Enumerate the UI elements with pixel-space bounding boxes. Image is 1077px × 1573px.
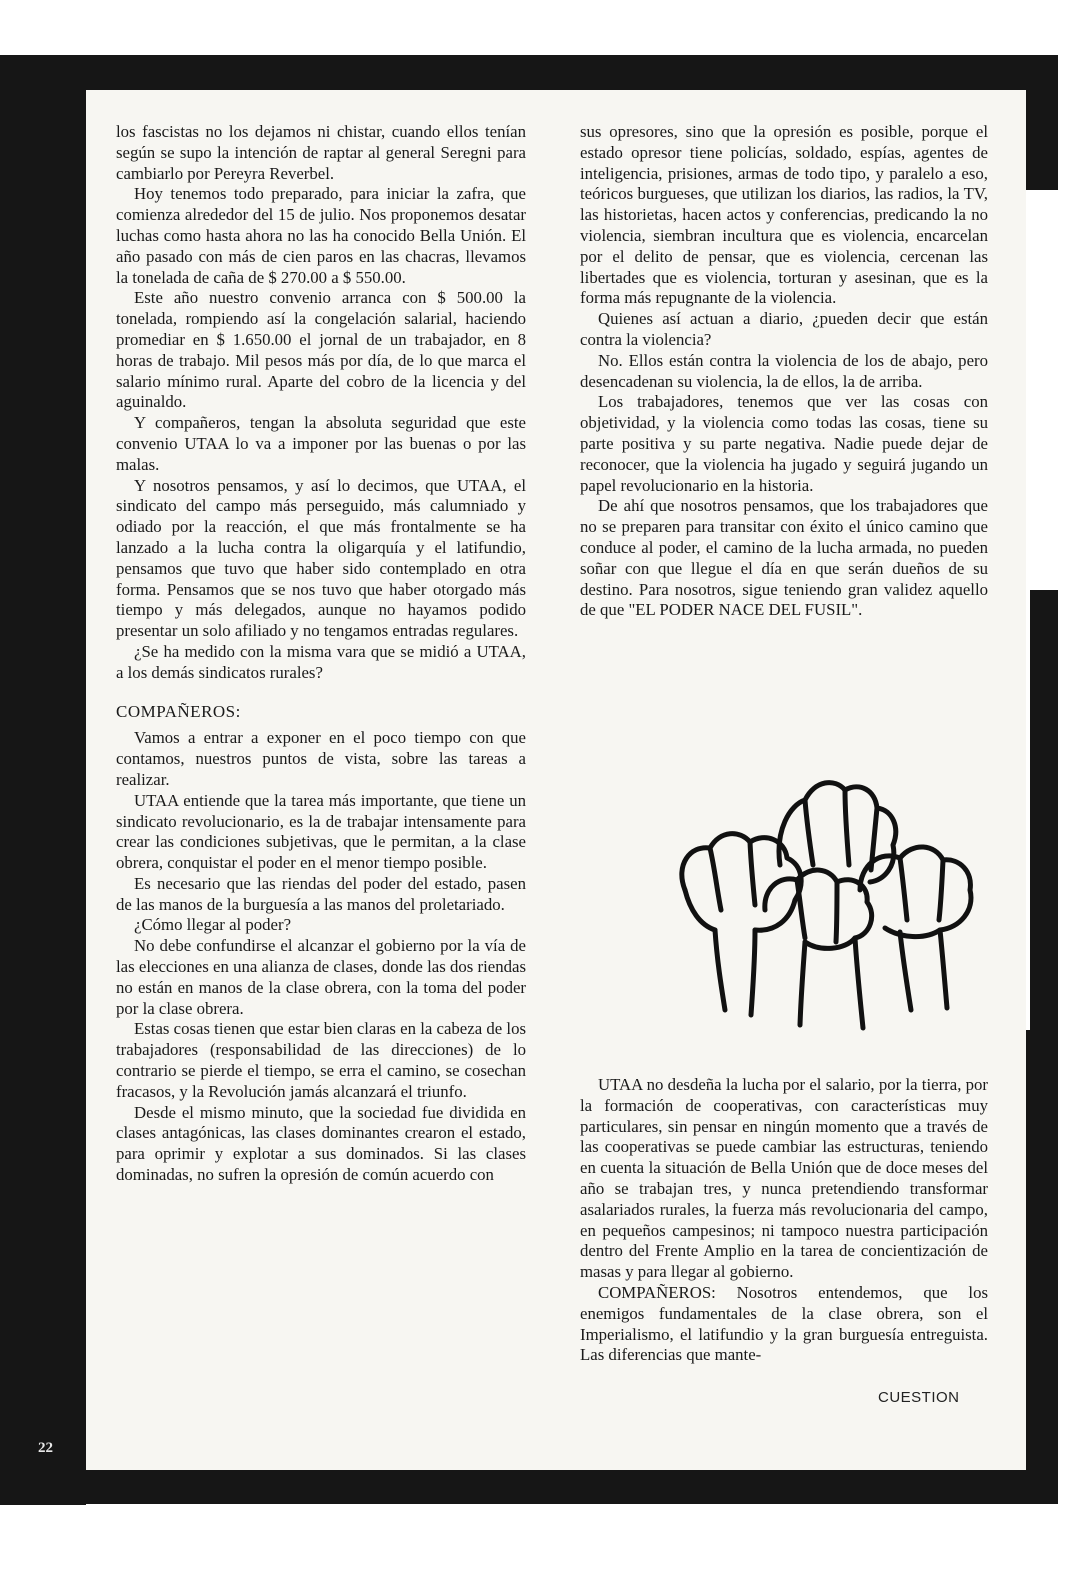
paragraph: Quienes así actuan a diario, ¿pueden decir que están contra la violencia?	[580, 309, 988, 349]
paragraph: UTAA entiende que la tarea más importante, que tiene un sindicato revolucionario, es la de trabajar intensamente para crear las condiciones subjetivas, que le permitan, a la clase obrera, conquistar el poder en el menor tiempo posible.	[116, 790, 526, 873]
heading-text: COMPAÑEROS:	[116, 701, 241, 721]
paragraph: De ahí que nosotros pensamos, que los trabajadores que no se preparen para transitar con éxito el único camino que conduce al poder, el camino de la lucha armada, no pueden soñar con que llegue el día en que serán dueños de su destino. Para nosotros, sigue teniendo gran validez aquello de que "EL PODER NACE DEL FUSIL".	[580, 496, 988, 620]
paragraph: No. Ellos están contra la violencia de los de abajo, pero desencadenan su violencia, la de ellos, la de arriba.	[580, 350, 988, 391]
paragraph: Desde el mismo minuto, que la sociedad fue dividida en clases antagónicas, las clases dominantes crearon el estado, para oprimir y explotar a sus dominados. Si las clases dominadas, no sufren la opresión de común acuerdo con	[116, 1102, 526, 1185]
paragraph: Los trabajadores, tenemos que ver las cosas con objetividad, y la violencia como todas las cosas, tiene su parte positiva y su parte negativa. Nadie puede dejar de reconocer, que la violencia ha jugado y seguirá jugando un papel revolucionario en la historia.	[580, 392, 988, 495]
raised-fists-icon	[655, 770, 985, 1045]
paragraph: Y compañeros, tengan la absoluta seguridad que este convenio UTAA lo va a imponer por las buenas o por las malas.	[116, 413, 526, 474]
magazine-name: CUESTION	[878, 1389, 960, 1406]
paragraph: Es necesario que las riendas del poder del estado, pasen de las manos de la burguesía a las manos del proletariado.	[116, 873, 526, 914]
paragraph: No debe confundirse el alcanzar el gobierno por la vía de las elecciones en una alianza de clases, donde las dos riendas no están en manos de la clase obrera, con la toma del poder por la clase obrera.	[116, 936, 526, 1018]
paragraph: Y nosotros pensamos, y así lo decimos, que UTAA, el sindicato del campo más perseguido, más calumniado y odiado por la reacción, el que más frontalmente se ha lanzado a la lucha contra la oligarquía y el latifundio, pensamos que tuvo que haber sido contemplado en otra forma. Pensamos que se nos tuvo que haber otorgado más tiempo y más delegados, aunque no hayamos podido presentar un solo afiliado y no tengamos entradas regulares.	[116, 475, 526, 641]
paragraph: ¿Se ha medido con la misma vara que se midió a UTAA, a los demás sindicatos rurales?	[116, 641, 526, 682]
paragraph: Vamos a entrar a exponer en el poco tiempo con que contamos, nuestros puntos de vista, sobre las tareas a realizar.	[116, 728, 526, 789]
left-column	[116, 122, 526, 1186]
section-heading	[116, 702, 526, 723]
scan-border-right-bottom	[1026, 1030, 1058, 1504]
paragraph: COMPAÑEROS: Nosotros entendemos, que los enemigos fundamentales de la clase obrera, son el Imperialismo, el latifundio y la gran burguesía entreguista. Las diferencias que mante-	[580, 1282, 988, 1365]
paragraph: UTAA no desdeña la lucha por el salario, por la tierra, por la formación de cooperativas, con características muy particulares, sin pensar en ningún momento que a través de las cooperativas se puede cambiar las estructuras, teniendo en cuenta la situación de Bella Unión que de doce meses del año se trabajan tres, y nunca pretendiendo transformar asalariados rurales, la fuerza más revolucionaria del campo, en pequeños campesinos; ni tampoco nuestra participación dentro del Frente Amplio en la tarea de concientización de masas y para llegar al gobierno.	[580, 1075, 988, 1282]
paragraph: sus opresores, sino que la opresión es posible, porque el estado opresor tiene policías, soldado, espías, agentes de inteligencia, prisiones, armas de todo tipo, y paralelo a eso, teóricos burgueses, que utilizan los diarios, las radios, la TV, las historietas, hacen actos y conferencias, predicando la no violencia, siembran incultura que es violencia, encarcelan por el delito de pensar, que es violencia, cercenan las libertades que es violencia, torturan y asesinan, que es la forma más repugnante de la violencia.	[580, 122, 988, 308]
paragraph: los fascistas no los dejamos ni chistar, cuando ellos tenían según se supo la intención de raptar al general Seregni para cambiarlo por Pereyra Reverbel.	[116, 122, 526, 183]
right-column-top	[580, 122, 988, 621]
paragraph: ¿Cómo llegar al poder?	[134, 915, 292, 935]
right-column-bottom	[580, 1075, 988, 1366]
scan-border-left	[0, 55, 86, 1505]
paragraph: Estas cosas tienen que estar bien claras en la cabeza de los trabajadores (responsabilidad de las direcciones) de lo contrario se pierde el tiempo, se erra el camino, se cosechan fracasos, y la Revolución jamás alcanzará el triunfo.	[116, 1019, 526, 1101]
page-number: 22	[38, 1440, 53, 1456]
paragraph: Hoy tenemos todo preparado, para iniciar la zafra, que comienza alrededor del 15 de julio. Nos proponemos desatar luchas como hasta ahora no las ha conocido Bella Unión. El año pasado con más de cien paros en las chacras, llevamos la tonelada de caña de $ 270.00 a $ 550.00.	[116, 184, 526, 287]
paragraph: Este año nuestro convenio arranca con $ 500.00 la tonelada, rompiendo así la congelación salarial, haciendo promediar en $ 1.650.00 el jornal de un trabajador, en 8 horas de trabajo. Mil pesos más por día, de lo que marca el salario mínimo rural. Aparte del cobro de la licencia y del aguinaldo.	[116, 288, 526, 412]
scan-border-right-mid	[1030, 590, 1058, 1030]
